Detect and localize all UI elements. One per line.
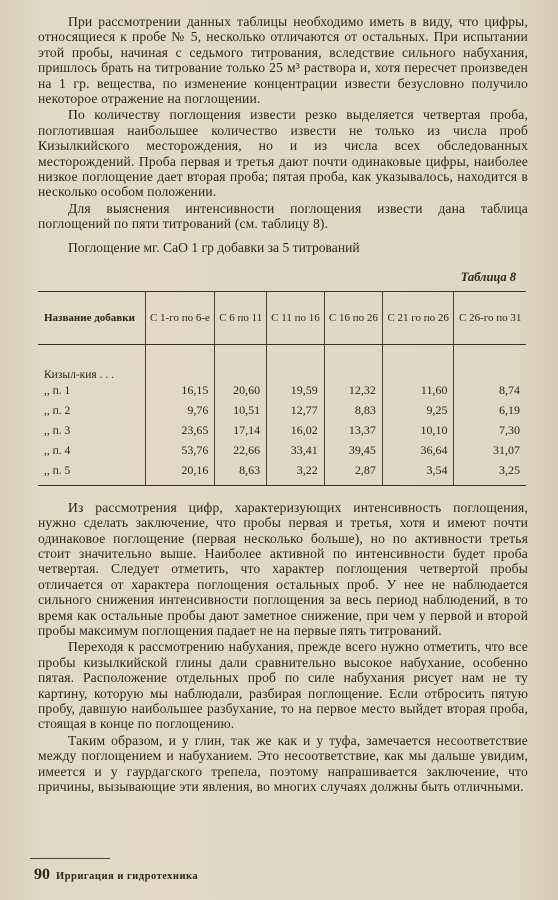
group-name: Кизыл-кия . . . [44, 368, 114, 381]
cell: 11,60 [382, 381, 454, 401]
header-name: Название добавки [38, 291, 145, 344]
running-title: Ирригация и гидротехника [56, 871, 199, 882]
page-number: 90 [34, 866, 50, 883]
cell: 31,07 [454, 441, 526, 461]
cell: 16,15 [145, 381, 215, 401]
cell: 2,87 [324, 461, 382, 486]
cell: 9,76 [145, 401, 215, 421]
cell: 8,63 [215, 461, 267, 486]
cell: 39,45 [324, 441, 382, 461]
cell: 6,19 [454, 401, 526, 421]
cell: 9,25 [382, 401, 454, 421]
cell: 8,83 [324, 401, 382, 421]
cell: 19,59 [267, 381, 325, 401]
header-col-1: С 1-го по 6-е [145, 291, 215, 344]
cell: 23,65 [145, 421, 215, 441]
footer-divider [30, 858, 110, 859]
cell: 17,14 [215, 421, 267, 441]
cell: 3,22 [267, 461, 325, 486]
page-footer [34, 866, 198, 884]
cell: 12,32 [324, 381, 382, 401]
cell: 36,64 [382, 441, 454, 461]
header-col-5: С 21 го по 26 [382, 291, 454, 344]
cell: 8,74 [454, 381, 526, 401]
cell: 22,66 [215, 441, 267, 461]
cell: 3,54 [382, 461, 454, 486]
table-row [38, 381, 526, 401]
table-row [38, 421, 526, 441]
cell: 13,37 [324, 421, 382, 441]
cell: 7,30 [454, 421, 526, 441]
header-col-2: С 6 по 11 [215, 291, 267, 344]
cell: 53,76 [145, 441, 215, 461]
table-row [38, 461, 526, 486]
row-name: ,, п. 3 [44, 424, 71, 437]
header-col-6: С 26-го по 31 [454, 291, 526, 344]
table-label: Таблица 8 [460, 269, 516, 284]
cell: 3,25 [454, 461, 526, 486]
intro-paragraph-2: По количеству поглощения извести резко выделяется четвертая проба, поглотившая наибольшее количество извести не только из числа проб Кизылкийского месторождения, но и из числа всех обследованных месторождений. Проба первая и третья дают почти одинаковые цифры, наиболее низкое поглощение дает вторая проба; пятая проба, как указывалось, находится в несколько особом положении. [38, 107, 528, 200]
table-header-row [38, 291, 526, 344]
table-caption: Поглощение мг. СаО 1 гр добавки за 5 титрований [68, 239, 360, 255]
cell: 10,51 [215, 401, 267, 421]
cell: 10,10 [382, 421, 454, 441]
table-row [38, 441, 526, 461]
cell: 20,16 [145, 461, 215, 486]
row-name: ,, п. 1 [44, 384, 71, 397]
row-name: ,, п. 4 [44, 444, 71, 457]
header-col-3: С 11 по 16 [267, 291, 325, 344]
intro-paragraph-1: При рассмотрении данных таблицы необходимо иметь в виду, что цифры, относящиеся к пробе № 5, несколько отличаются от остальных. При испытании этой пробы, начиная с седьмого титрования, вследствие сильного набухания, пришлось брать на титрование только 25 м³ раствора и, хотя пересчет произведен на 1 гр. вещества, по изменение концентрации извести безусловно получило некоторое отражение на поглощении. [38, 14, 528, 107]
discussion-section [38, 500, 528, 795]
table-group-row [38, 344, 526, 381]
absorption-table [38, 291, 526, 486]
body-paragraph-2: Переходя к рассмотрению набухания, прежде всего нужно отметить, что все пробы кизылкийской глины дали сравнительно высокое набухание, особенно пятая. Расположение отдельных проб по силе набухания рисует нам не ту картину, которую мы наблюдали, разбирая поглощение. Если отбросить пятую пробу, давшую наибольшее разбухание, то на первое место выйдет вторая проба, стоящая в конце по поглощению. [38, 639, 528, 732]
cell: 20,60 [215, 381, 267, 401]
body-paragraph-3: Таким образом, и у глин, так же как и у туфа, замечается несоответствие между поглощением и набуханием. Это несоответствие, как мы дальше увидим, имеется и у гаурдагского трепела, поэтому напрашивается заключение, что причины, вызывающие эти явления, во многих случаях должны быть отличными. [38, 732, 528, 794]
row-name: ,, п. 2 [44, 404, 71, 417]
body-paragraph-1: Из рассмотрения цифр, характеризующих интенсивность поглощения, нужно сделать заключение, что пробы первая и третья, хотя и имеют почти одинаковое поглощение (первая несколько больше), но по активности третья стоит значительно выше. Наиболее активной по интенсивности будет проба четвертая. Следует отметить, что характер поглощения четвертой пробы отличается от характера поглощения остальных проб. У нее не наблюдается сильного снижения интенсивности поглощения за весь период наблюдений, в то время как остальные пробы дают заметное снижение, при чем у первой и второй пробы максимум поглощения падает не на первые пять титрований. [38, 499, 528, 638]
cell: 12,77 [267, 401, 325, 421]
intro-paragraph-3: Для выяснения интенсивности поглощения извести дана таблица поглощений по пяти титрований (см. таблицу 8). [38, 200, 528, 232]
header-col-4: С 16 по 26 [324, 291, 382, 344]
cell: 16,02 [267, 421, 325, 441]
row-name: ,, п. 5 [38, 461, 145, 486]
cell: 33,41 [267, 441, 325, 461]
table-row [38, 401, 526, 421]
